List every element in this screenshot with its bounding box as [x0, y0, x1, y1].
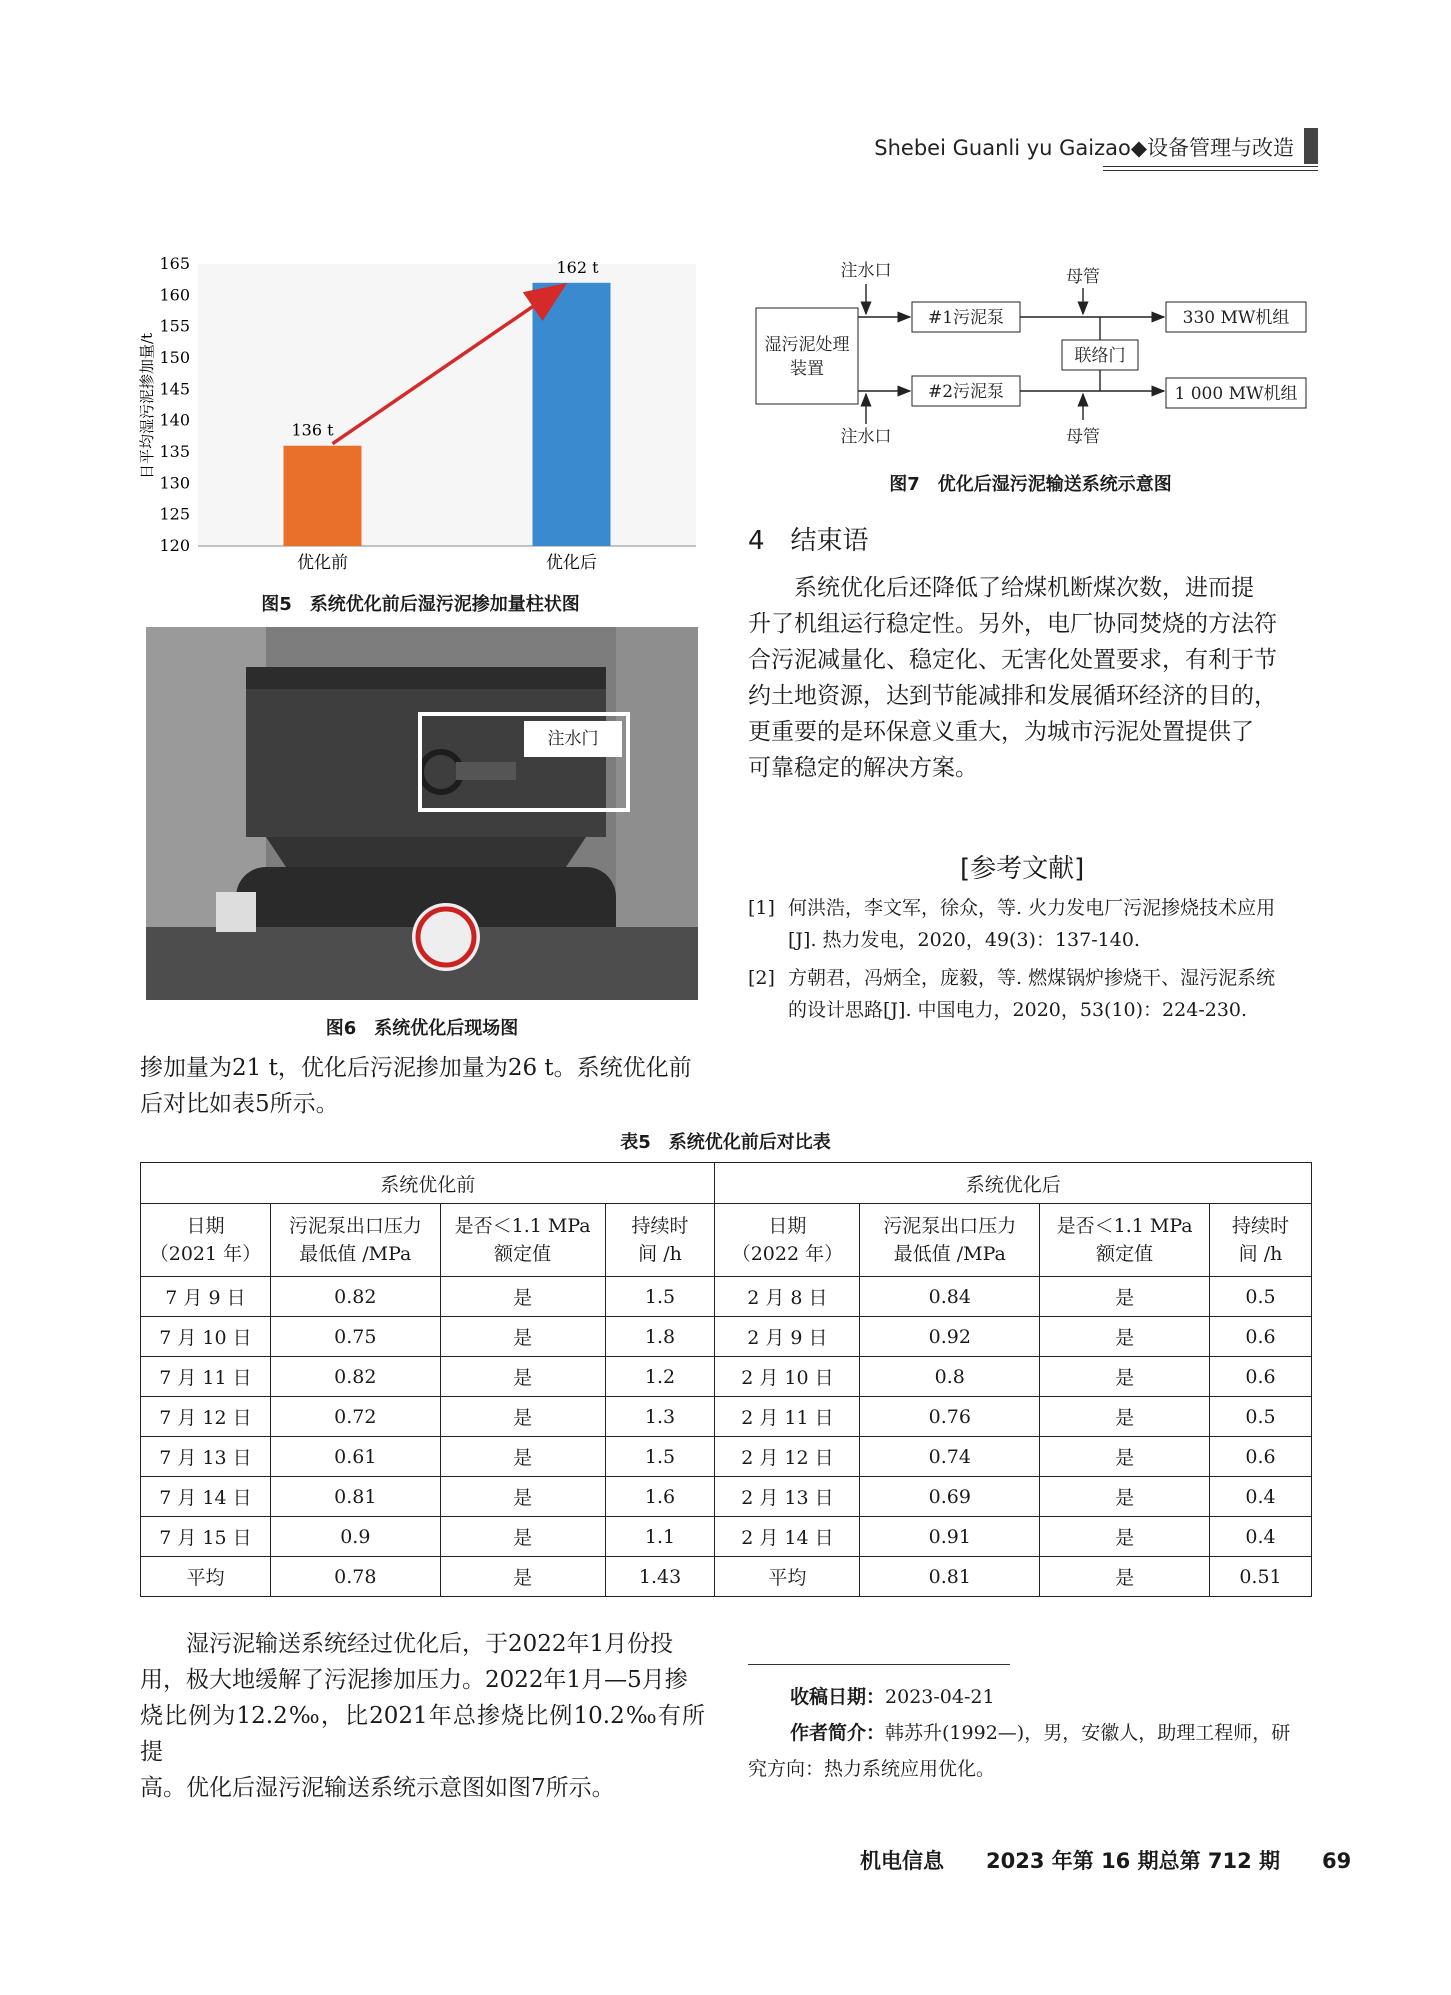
table-row: [141, 1517, 1312, 1557]
table-row: [141, 1357, 1312, 1397]
column-header: 持续时 间 /h: [1210, 1204, 1312, 1277]
table-cell: 0.61: [270, 1437, 440, 1477]
table-cell: 平均: [715, 1557, 860, 1597]
pump-1-label: #1污泥泵: [927, 308, 1005, 328]
table-cell: 0.51: [1210, 1557, 1312, 1597]
reference-number: [2]: [748, 967, 775, 989]
table-cell: 1.5: [605, 1437, 715, 1477]
header-top-label: 母管: [1066, 267, 1100, 287]
y-tick-label: 135: [159, 442, 190, 461]
bar: [533, 283, 611, 546]
sludge-treatment-label-1: 湿污泥处理: [764, 335, 850, 355]
table-cell: 0.78: [270, 1557, 440, 1597]
table-cell: 是: [1040, 1317, 1210, 1357]
table-cell: 是: [1040, 1397, 1210, 1437]
table-cell: 0.9: [270, 1517, 440, 1557]
table-cell: 是: [1040, 1517, 1210, 1557]
paragraph-operation-result: [140, 1626, 705, 1806]
water-valve-label: 注水门: [524, 721, 622, 757]
table-cell: 7 月 13 日: [141, 1437, 271, 1477]
figure-6-caption: 图6 系统优化后现场图: [325, 1018, 519, 1039]
inlet-bottom-label: 注水口: [840, 427, 892, 447]
section-4-paragraph: [748, 570, 1313, 786]
column-header: 污泥泵出口压力 最低值 /MPa: [270, 1204, 440, 1277]
y-tick-label: 150: [159, 348, 190, 367]
table-cell: 0.82: [270, 1277, 440, 1317]
text-line: 约土地资源，达到节能减排和发展循环经济的目的，: [748, 683, 1277, 709]
table-row: [141, 1277, 1312, 1317]
table-cell: 是: [440, 1437, 605, 1477]
table-cell: 7 月 12 日: [141, 1397, 271, 1437]
table-cell: 1.5: [605, 1277, 715, 1317]
text-line: 用，极大地缓解了污泥掺加压力。2022年1月—5月掺: [140, 1667, 688, 1693]
table-cell: 1.1: [605, 1517, 715, 1557]
column-header: 是否＜1.1 MPa 额定值: [440, 1204, 605, 1277]
y-tick-label: 140: [159, 410, 190, 430]
table-5-title: 表5 系统优化前后对比表: [620, 1132, 831, 1153]
column-header: 是否＜1.1 MPa 额定值: [1040, 1204, 1210, 1277]
table-cell: 0.72: [270, 1397, 440, 1437]
site-photo-illustration: [146, 627, 698, 1000]
figure-6-photo: [146, 627, 698, 1000]
table-cell: 是: [440, 1557, 605, 1597]
table-cell: 0.75: [270, 1317, 440, 1357]
unit-1000-label: 1 000 MW机组: [1174, 384, 1298, 404]
text-line: 合污泥减量化、稳定化、无害化处置要求，有利于节: [748, 647, 1277, 673]
page-footer: 机电信息 2023 年第 16 期总第 712 期 69: [860, 1849, 1352, 1873]
text-line: 湿污泥输送系统经过优化后，于2022年1月份投: [140, 1631, 674, 1657]
author-bio-line: 究方向：热力系统应用优化。: [748, 1758, 996, 1780]
group-header-after: 系统优化后: [715, 1163, 1312, 1204]
paragraph-table-intro: [140, 1050, 705, 1122]
table-cell: 是: [440, 1477, 605, 1517]
table-cell: 7 月 11 日: [141, 1357, 271, 1397]
table-cell: 0.69: [860, 1477, 1040, 1517]
table-cell: 7 月 10 日: [141, 1317, 271, 1357]
text-line: 高。优化后湿污泥输送系统示意图如图7所示。: [140, 1775, 615, 1801]
table-cell: 0.6: [1210, 1437, 1312, 1477]
table-row: [141, 1317, 1312, 1357]
table-cell: 0.4: [1210, 1517, 1312, 1557]
column-header: 日期 （2022 年）: [715, 1204, 860, 1277]
reference-number: [1]: [748, 897, 775, 919]
table-cell: 7 月 14 日: [141, 1477, 271, 1517]
table-cell: 0.92: [860, 1317, 1040, 1357]
text-line: 升了机组运行稳定性。另外，电厂协同焚烧的方法符: [748, 611, 1277, 637]
table-cell: 0.76: [860, 1397, 1040, 1437]
table-cell: 0.74: [860, 1437, 1040, 1477]
table-cell: 是: [440, 1397, 605, 1437]
reference-text: 方朝君，冯炳全，庞毅，等. 燃煤锅炉掺烧干、湿污泥系统: [788, 967, 1276, 989]
table-cell: 0.82: [270, 1357, 440, 1397]
table-cell: 2 月 10 日: [715, 1357, 860, 1397]
data-label: 162 t: [556, 257, 599, 277]
author-bio-cont: [748, 1752, 1318, 1786]
running-header: [858, 128, 1318, 168]
column-header: 持续时 间 /h: [605, 1204, 715, 1277]
figure-7-diagram: [748, 258, 1318, 447]
table-cell: 0.6: [1210, 1317, 1312, 1357]
author-label: 作者简介：: [790, 1722, 886, 1744]
table-cell: 2 月 14 日: [715, 1517, 860, 1557]
references-heading: [参考文献]: [960, 854, 1085, 884]
y-tick-label: 165: [159, 254, 190, 273]
author-bio-line: 韩苏升(1992—)，男，安徽人，助理工程师，研: [885, 1722, 1291, 1744]
journal-name: Shebei Guanli yu Gaizao◆设备管理与改造: [874, 136, 1294, 160]
y-tick-label: 155: [159, 316, 190, 336]
figure-5-chart: [138, 256, 703, 576]
table-cell: 是: [440, 1277, 605, 1317]
x-tick-label: 优化前: [297, 553, 348, 573]
table-cell: 是: [1040, 1277, 1210, 1317]
column-header: 日期 （2021 年）: [141, 1204, 271, 1277]
x-tick-labels: [297, 553, 597, 573]
table-cell: 7 月 15 日: [141, 1517, 271, 1557]
reference-item: [748, 892, 1368, 956]
bar-chart: [138, 256, 703, 576]
text-line: 掺加量为21 t，优化后污泥掺加量为26 t。系统优化前: [140, 1055, 692, 1081]
footnote-rule: [748, 1664, 1010, 1665]
column-header-row: [141, 1204, 1312, 1277]
y-tick-label: 145: [159, 379, 190, 399]
table-cell: 1.43: [605, 1557, 715, 1597]
figure-7-caption: 图7 优化后湿污泥输送系统示意图: [889, 474, 1172, 495]
sludge-treatment-label-2: 装置: [790, 359, 824, 379]
table-cell: 0.8: [860, 1357, 1040, 1397]
table-cell: 2 月 12 日: [715, 1437, 860, 1477]
table-cell: 2 月 13 日: [715, 1477, 860, 1517]
text-line: 可靠稳定的解决方案。: [748, 755, 978, 781]
table-cell: 是: [1040, 1477, 1210, 1517]
y-tick-label: 160: [159, 285, 190, 305]
table-cell: 7 月 9 日: [141, 1277, 271, 1317]
table-row: [141, 1397, 1312, 1437]
y-tick-label: 130: [159, 473, 190, 493]
y-ticks: [159, 254, 190, 555]
sludge-treatment-box: [756, 308, 858, 404]
reference-text: 的设计思路[J]. 中国电力，2020，53(10)：224-230.: [788, 999, 1248, 1021]
reference-item: [748, 962, 1368, 1026]
column-header: 污泥泵出口压力 最低值 /MPa: [860, 1204, 1040, 1277]
table-cell: 是: [1040, 1357, 1210, 1397]
tie-valve-label: 联络门: [1074, 346, 1126, 366]
pump-2-label: #2污泥泵: [927, 382, 1005, 402]
table-body: [141, 1277, 1312, 1597]
table-cell: 0.91: [860, 1517, 1040, 1557]
table-cell: 0.84: [860, 1277, 1040, 1317]
table-cell: 0.81: [270, 1477, 440, 1517]
text-line: 更重要的是环保意义重大，为城市污泥处置提供了: [748, 719, 1254, 745]
table-cell: 平均: [141, 1557, 271, 1597]
section-4-heading: 4 结束语: [748, 526, 869, 556]
group-header-before: 系统优化前: [141, 1163, 715, 1204]
reference-text: [J]. 热力发电，2020，49(3)：137-140.: [788, 929, 1140, 951]
table-cell: 是: [440, 1317, 605, 1357]
header-bottom-label: 母管: [1066, 427, 1100, 447]
header-bar-decoration: [1304, 128, 1318, 164]
text-line: 系统优化后还降低了给煤机断煤次数，进而提: [748, 575, 1254, 601]
table-5: [140, 1162, 1312, 1597]
table-row: [141, 1557, 1312, 1597]
table-cell: 0.5: [1210, 1277, 1312, 1317]
table-row: [141, 1477, 1312, 1517]
table-cell: 2 月 9 日: [715, 1317, 860, 1357]
table-cell: 2 月 8 日: [715, 1277, 860, 1317]
table-cell: 是: [1040, 1437, 1210, 1477]
figure-5-caption: 图5 系统优化前后湿污泥掺加量柱状图: [261, 594, 580, 615]
table-cell: 0.5: [1210, 1397, 1312, 1437]
y-tick-label: 120: [159, 536, 190, 555]
bar: [284, 446, 362, 546]
unit-330-label: 330 MW机组: [1182, 308, 1290, 328]
table-row: [141, 1437, 1312, 1477]
table-cell: 是: [440, 1517, 605, 1557]
text-line: 烧比例为12.2‰，比2021年总掺烧比例10.2‰有所提: [140, 1703, 705, 1765]
data-label: 136 t: [291, 420, 334, 440]
received-label: 收稿日期：: [790, 1686, 886, 1708]
header-rule: [1103, 166, 1318, 171]
x-tick-label: 优化后: [546, 553, 597, 573]
reference-text: 何洪浩，李文军，徐众，等. 火力发电厂污泥掺烧技术应用: [788, 897, 1276, 919]
table-cell: 0.6: [1210, 1357, 1312, 1397]
inlet-top-label: 注水口: [840, 261, 892, 281]
table-cell: 0.81: [860, 1557, 1040, 1597]
table-cell: 1.2: [605, 1357, 715, 1397]
table-cell: 是: [1040, 1557, 1210, 1597]
table-cell: 0.4: [1210, 1477, 1312, 1517]
y-axis-label: 日平均湿污泥掺加量/t: [138, 332, 156, 480]
plot-background: [198, 264, 696, 546]
author-bio: [790, 1716, 1320, 1750]
text-line: 后对比如表5所示。: [140, 1091, 339, 1117]
y-tick-label: 125: [159, 504, 190, 524]
received-date: [790, 1680, 1320, 1714]
table-cell: 2 月 11 日: [715, 1397, 860, 1437]
table-cell: 1.8: [605, 1317, 715, 1357]
table-cell: 是: [440, 1357, 605, 1397]
table-cell: 1.3: [605, 1397, 715, 1437]
table-cell: 1.6: [605, 1477, 715, 1517]
received-value: 2023-04-21: [885, 1686, 995, 1708]
